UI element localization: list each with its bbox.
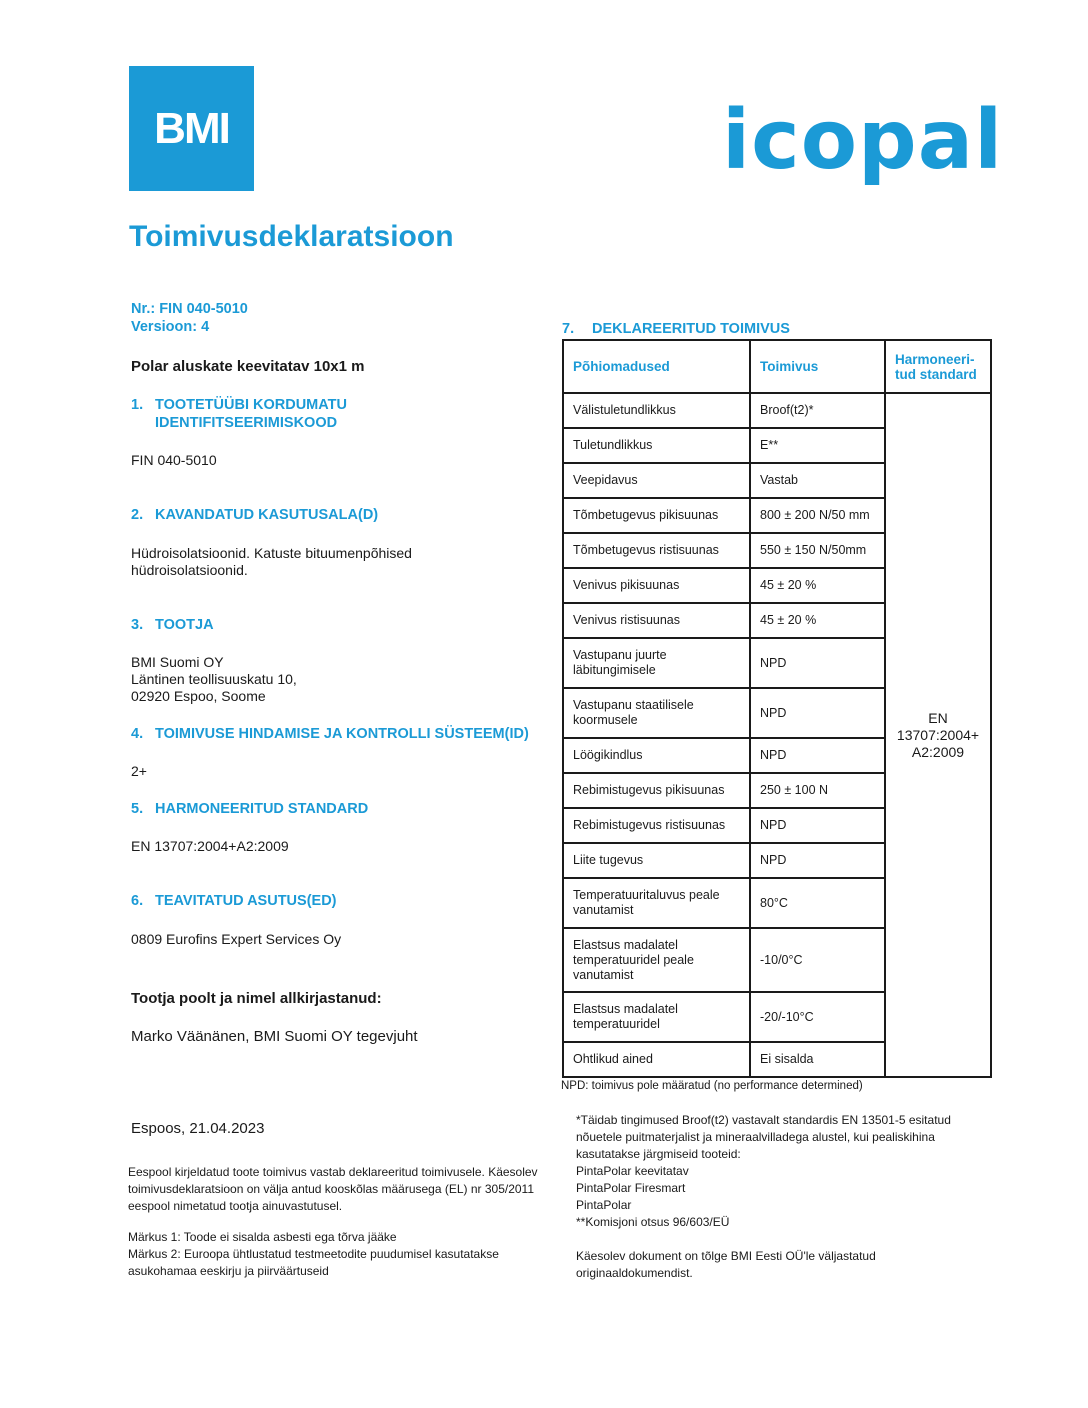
standard-line2: 13707:2004+ [896, 726, 980, 743]
section-4-content: 2+ [131, 763, 147, 779]
signature-heading: Tootja poolt ja nimel allkirjastanud: [131, 990, 382, 1007]
section-1-title-line2: IDENTIFITSEERIMISKOOD [155, 415, 338, 431]
performance-cell: 45 ± 20 % [750, 568, 885, 603]
table-header-row [563, 340, 991, 393]
footnote-left-line3: eespool nimetatud tootja ainuvastutusel. [128, 1199, 343, 1213]
signature-name: Marko Väänänen, BMI Suomi OY tegevjuht [131, 1028, 418, 1045]
performance-cell: Vastab [750, 463, 885, 498]
header-harmonised-standard-line1: Harmoneeri- [895, 351, 975, 367]
footnote-right-product2: PintaPolar Firesmart [576, 1181, 686, 1195]
footnote-left-line2: toimivusdeklaratsioon on välja antud kooskõlas määrusega (EL) nr 305/2011 [128, 1182, 535, 1196]
section-5-title: HARMONEERITUD STANDARD [155, 801, 369, 817]
characteristic-line1: Elastsus madalatel [573, 1002, 678, 1016]
performance-cell: 800 ± 200 N/50 mm [750, 498, 885, 533]
characteristic-line2: läbitungimisele [573, 663, 656, 677]
characteristic-cell: Venivus ristisuunas [563, 603, 750, 638]
standard-line3: A2:2009 [911, 743, 965, 760]
footnote-right-line1: *Täidab tingimused Broof(t2) vastavalt standardis EN 13501-5 esitatud [576, 1113, 951, 1127]
footnote-right-product3: PintaPolar [576, 1198, 632, 1212]
characteristic-line1: Vastupanu staatilisele [573, 698, 694, 712]
manufacturer-city: 02920 Espoo, Soome [131, 688, 266, 704]
characteristic-cell: Tõmbetugevus ristisuunas [563, 533, 750, 568]
footnote-right-translation-line2: originaaldokumendist. [576, 1266, 693, 1280]
footnote-left-note1: Märkus 1: Toode ei sisalda asbesti ega tõrva jääke [128, 1230, 397, 1244]
header-harmonised-standard-line2: tud standard [895, 366, 977, 382]
section-5-content: EN 13707:2004+A2:2009 [131, 838, 289, 854]
characteristic-cell: Liite tugevus [563, 843, 750, 878]
performance-cell: -20/-10°C [750, 992, 885, 1042]
section-5-number: 5. [131, 801, 144, 817]
section-2-content [131, 545, 412, 579]
npd-note: NPD: toimivus pole määratud (no performance determined) [561, 1080, 863, 1092]
performance-cell: 550 ± 150 N/50mm [750, 533, 885, 568]
footnote-left-note2b: asukohamaa eeskirju ja piirväärtuseid [128, 1264, 329, 1278]
performance-cell: Broof(t2)* [750, 393, 885, 428]
characteristic-line2: temperatuuridel peale [573, 952, 694, 967]
manufacturer-name: BMI Suomi OY [131, 654, 224, 670]
page-title: Toimivusdeklaratsioon [129, 220, 454, 253]
characteristic-cell [563, 992, 750, 1042]
document-version: Versioon: 4 [131, 319, 210, 335]
characteristic-line2: temperatuuridel [573, 1017, 660, 1031]
place-date: Espoos, 21.04.2023 [131, 1120, 265, 1137]
characteristic-cell: Ohtlikud ained [563, 1042, 750, 1077]
section-3-title: TOOTJA [155, 617, 214, 633]
section-6-number: 6. [131, 893, 144, 909]
characteristic-cell: Tuletundlikkus [563, 428, 750, 463]
section-2-number: 2. [131, 507, 144, 523]
section-4-number: 4. [131, 726, 144, 742]
performance-cell: NPD [750, 688, 885, 738]
footnote-left-line1: Eespool kirjeldatud toote toimivus vastab deklareeritud toimivusele. Käesolev [128, 1165, 538, 1179]
performance-cell: Ei sisalda [750, 1042, 885, 1077]
product-name: Polar aluskate keevitatav 10x1 m [131, 358, 365, 375]
section-1-number: 1. [131, 397, 144, 413]
performance-cell: NPD [750, 638, 885, 688]
characteristic-cell: Tõmbetugevus pikisuunas [563, 498, 750, 533]
footnote-right-line3: kasutatakse järgmiseid tooteid: [576, 1147, 741, 1161]
performance-cell: 45 ± 20 % [750, 603, 885, 638]
characteristic-cell: Välistuletundlikkus [563, 393, 750, 428]
performance-cell: NPD [750, 738, 885, 773]
characteristic-line1: Elastsus madalatel [573, 937, 678, 952]
manufacturer-street: Läntinen teollisuuskatu 10, [131, 671, 297, 687]
section-3-content [131, 654, 297, 705]
bmi-logo-text: BMI [154, 103, 229, 153]
section-6-title: TEAVITATUD ASUTUS(ED) [155, 893, 337, 909]
footnote-left [128, 1164, 548, 1280]
bmi-logo [129, 66, 254, 191]
characteristic-cell: Rebimistugevus pikisuunas [563, 773, 750, 808]
characteristic-line1: Vastupanu juurte [573, 648, 667, 662]
header-harmonised-standard [885, 340, 991, 393]
section-1-title-line1: TOOTETÜÜBI KORDUMATU [155, 397, 347, 413]
section-7-title: DEKLAREERITUD TOIMIVUS [592, 321, 790, 337]
section-7-number: 7. [562, 321, 575, 337]
characteristic-line1: Temperatuuritaluvus peale [573, 888, 720, 902]
characteristic-cell [563, 688, 750, 738]
header-performance: Toimivus [750, 340, 885, 393]
table-row [563, 393, 991, 428]
performance-cell: E** [750, 428, 885, 463]
performance-cell: 250 ± 100 N [750, 773, 885, 808]
characteristic-line2: koormusele [573, 713, 638, 727]
characteristic-cell: Rebimistugevus ristisuunas [563, 808, 750, 843]
icopal-logo: icopal [722, 93, 1004, 188]
section-4-heading [131, 725, 529, 743]
characteristic-cell [563, 928, 750, 992]
characteristic-cell [563, 878, 750, 928]
characteristic-line2: vanutamist [573, 903, 634, 917]
section-4-title: TOIMIVUSE HINDAMISE JA KONTROLLI SÜSTEEM(ID) [155, 726, 529, 742]
performance-cell: NPD [750, 808, 885, 843]
section-6-heading [131, 892, 337, 910]
footnote-right-product1: PintaPolar keevitatav [576, 1164, 689, 1178]
characteristic-cell: Löögikindlus [563, 738, 750, 773]
section-1-heading [131, 396, 347, 432]
performance-cell: -10/0°C [750, 928, 885, 992]
section-7-heading [562, 320, 790, 338]
section-1-content: FIN 040-5010 [131, 452, 217, 468]
section-2-heading [131, 506, 378, 524]
footnote-right [576, 1112, 1016, 1282]
section-3-number: 3. [131, 617, 144, 633]
footnote-right-translation-line1: Käesolev dokument on tõlge BMI Eesti OÜ'le väljastatud [576, 1249, 876, 1263]
section-2-content-line1: Hüdroisolatsioonid. Katuste bituumenpõhised [131, 545, 412, 561]
document-number: Nr.: FIN 040-5010 [131, 301, 248, 317]
standard-cell [885, 393, 991, 1077]
footnote-left-note2a: Märkus 2: Euroopa ühtlustatud testmeetodite puudumisel kasutatakse [128, 1247, 499, 1261]
header-essential-characteristics: Põhiomadused [563, 340, 750, 393]
section-2-content-line2: hüdroisolatsioonid. [131, 562, 248, 578]
footnote-right-line2: nõuetele puitmaterjalist ja mineraalvilladega alustel, kui pealiskihina [576, 1130, 935, 1144]
section-6-content: 0809 Eurofins Expert Services Oy [131, 931, 342, 947]
performance-cell: NPD [750, 843, 885, 878]
footnote-right-commission: **Komisjoni otsus 96/603/EÜ [576, 1215, 730, 1229]
characteristic-line3: vanutamist [573, 967, 634, 982]
section-3-heading [131, 616, 214, 634]
standard-line1: EN [928, 709, 948, 726]
section-2-title: KAVANDATUD KASUTUSALA(D) [155, 507, 379, 523]
performance-table [562, 339, 992, 1078]
performance-cell: 80°C [750, 878, 885, 928]
section-5-heading [131, 800, 368, 818]
characteristic-cell [563, 638, 750, 688]
characteristic-cell: Veepidavus [563, 463, 750, 498]
characteristic-cell: Venivus pikisuunas [563, 568, 750, 603]
